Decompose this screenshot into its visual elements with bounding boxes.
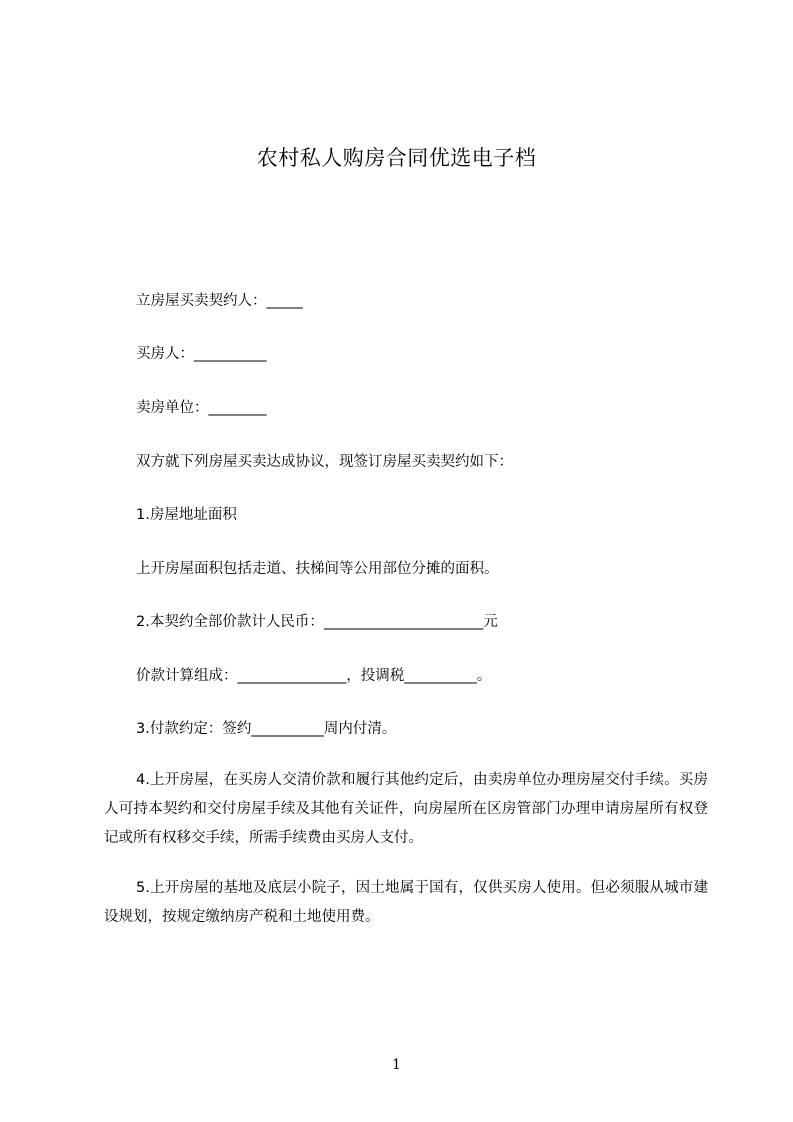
clause-3-payment: 3.付款约定：签约__________周内付清。 — [136, 721, 397, 737]
seller-unit-line: 卖房单位：________ — [136, 400, 267, 416]
agreement-intro: 双方就下列房屋买卖达成协议，现签订房屋买卖契约如下： — [136, 454, 513, 470]
page-number: 1 — [392, 1057, 401, 1073]
clause-5-paragraph: 5.上开房屋的基地及底层小院子，因土地属于国有，仅供买房人使用。但必须服从城市建设规划，按规定缴纳房产税和土地使用费。 — [104, 880, 708, 925]
clause-4-paragraph: 4.上开房屋，在买房人交清价款和履行其他约定后，由卖房单位办理房屋交付手续。买房人可持本契约和交付房屋手续及其他有关证件，向房屋所在区房管部门办理申请房屋所有权登记或所有权移交手续，所需手续费由买房人支付。 — [104, 772, 708, 846]
clause-2-price: 2.本契约全部价款计人民币：______________________元 — [136, 614, 498, 630]
contract-party-line: 立房屋买卖契约人：_____ — [136, 293, 303, 309]
clause-1-heading: 1.房屋地址面积 — [136, 507, 237, 523]
area-description: 上开房屋面积包括走道、扶梯间等公用部位分摊的面积。 — [136, 561, 499, 577]
document-title: 农村私人购房合同优选电子档 — [256, 146, 537, 170]
price-composition: 价款计算组成：_______________，投调税__________。 — [136, 668, 492, 684]
buyer-line: 买房人：__________ — [136, 346, 267, 362]
